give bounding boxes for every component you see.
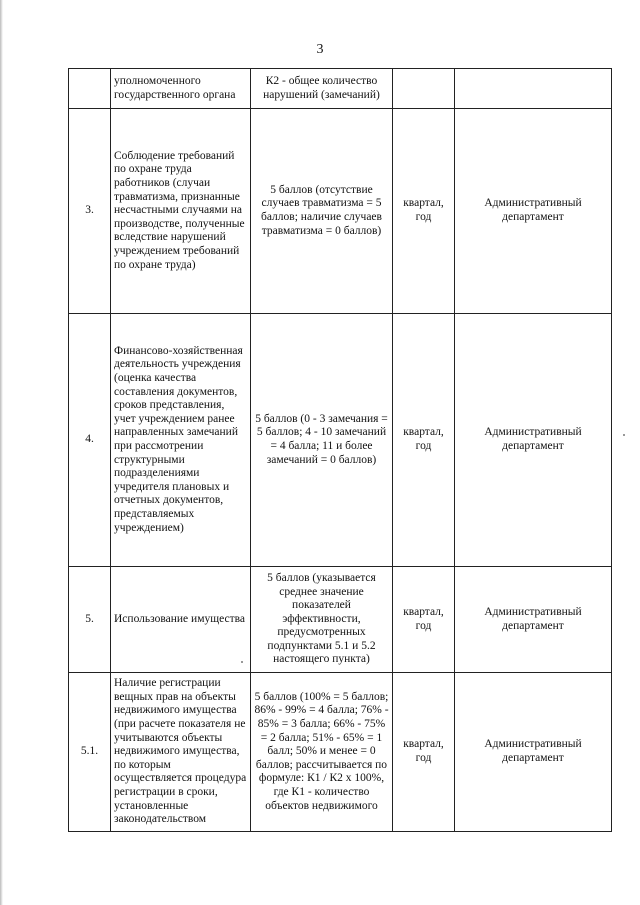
- responsible-cell: Административный департамент: [455, 567, 612, 673]
- page-number: 3: [316, 42, 324, 57]
- indicator-name: уполномоченного государственного органа: [111, 69, 251, 109]
- responsible-cell: Административный департамент: [455, 314, 612, 567]
- scan-dot: [623, 434, 625, 436]
- period-cell: квартал, год: [393, 673, 455, 832]
- indicator-name: Наличие регистрации вещных прав на объекты недвижимого имущества (при расчете показателя не учитываются объекты недвижимого имущества, по которым осуществляется процедура регистрации в сроки, установленные законодательством: [111, 673, 251, 832]
- row-number: 4.: [69, 314, 111, 567]
- responsible-cell: Административный департамент: [455, 673, 612, 832]
- criteria-cell: 5 баллов (указывается среднее значение показателей эффективности, предусмотренных подпунктами 5.1 и 5.2 настоящего пункта): [251, 567, 393, 673]
- responsible-cell: [455, 69, 612, 109]
- table-row: [69, 673, 612, 832]
- period-cell: [393, 69, 455, 109]
- criteria-cell: 5 баллов (100% = 5 баллов; 86% - 99% = 4 балла; 76% - 85% = 3 балла; 66% - 75% = 2 балла; 51% - 65% = 1 балл; 50% и менее = 0 баллов; рассчитывается по формуле: К1 / К2 х 100%, где К1 - количество объектов недвижимого: [251, 673, 393, 832]
- table-row: [69, 314, 612, 567]
- scan-edge: [0, 0, 3, 905]
- criteria-cell: 5 баллов (отсутствие случаев травматизма = 5 баллов; наличие случаев травматизма = 0 баллов): [251, 109, 393, 314]
- criteria-table: [68, 68, 612, 832]
- criteria-cell: К2 - общее количество нарушений (замечаний): [251, 69, 393, 109]
- indicator-name: Соблюдение требований по охране труда работников (случаи травматизма, признанные несчастными случаями на производстве, полученные вследствие нарушений учреждением требований по охране труда): [111, 109, 251, 314]
- row-number: [69, 69, 111, 109]
- row-number: 3.: [69, 109, 111, 314]
- period-cell: квартал, год: [393, 567, 455, 673]
- table-row: [69, 567, 612, 673]
- criteria-cell: 5 баллов (0 - 3 замечания = 5 баллов; 4 - 10 замечаний = 4 балла; 11 и более замечаний = 0 баллов): [251, 314, 393, 567]
- row-number: 5.: [69, 567, 111, 673]
- period-cell: квартал, год: [393, 109, 455, 314]
- responsible-cell: Административный департамент: [455, 109, 612, 314]
- scan-dot: [241, 661, 243, 663]
- period-cell: квартал, год: [393, 314, 455, 567]
- indicator-name: Финансово-хозяйственная деятельность учреждения (оценка качества составления документов, сроков представления, учет учреждением ранее направленных замечаний при рассмотрении структурными подразделениями учредителя плановых и отчетных документов, представляемых учреждением): [111, 314, 251, 567]
- table-row: [69, 69, 612, 109]
- row-number: 5.1.: [69, 673, 111, 832]
- indicator-name: Использование имущества: [111, 567, 251, 673]
- table-row: [69, 109, 612, 314]
